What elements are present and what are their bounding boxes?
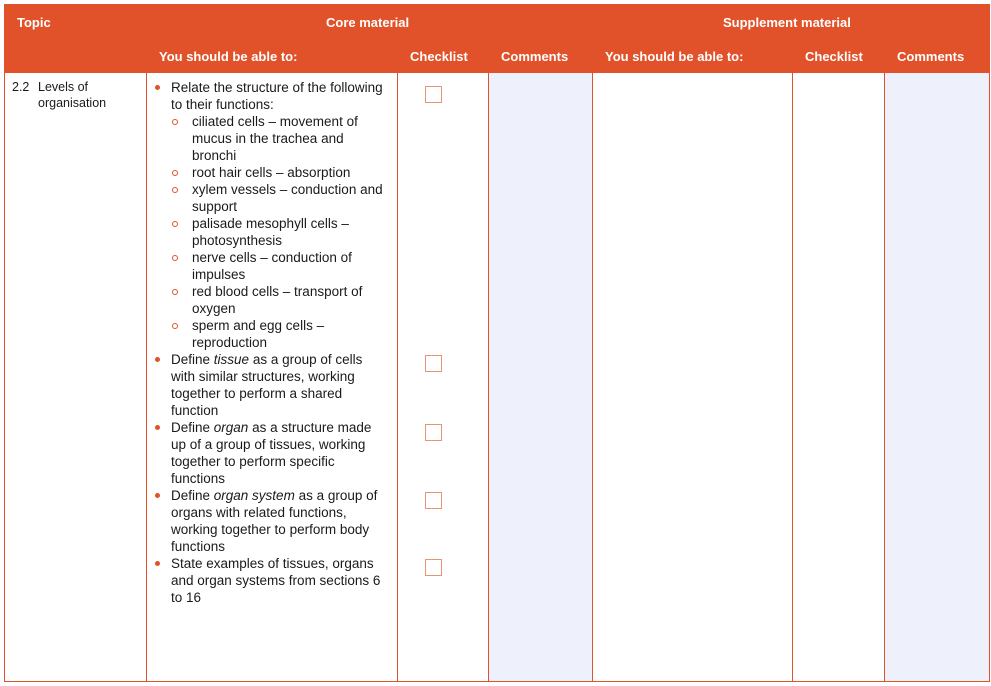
objective-text-before: Define <box>171 420 214 435</box>
list-item <box>152 351 387 419</box>
table-header <box>5 5 989 73</box>
checklist-checkbox[interactable] <box>425 559 442 576</box>
list-item: xylem vessels – conduction and support <box>171 181 387 215</box>
list-item: ciliated cells – movement of mucus in the trachea and bronchi <box>171 113 387 164</box>
objective-text-after: as a group of organs with related functions, working together to perform body functions <box>171 488 378 554</box>
sub-objectives-list <box>171 113 387 351</box>
header-supplement-checklist: Checklist <box>805 49 863 64</box>
topic-number: 2.2 <box>12 80 30 94</box>
column-divider <box>146 73 147 681</box>
list-item <box>152 555 387 606</box>
core-comments-cell[interactable] <box>489 73 593 681</box>
core-objectives-list <box>152 79 387 606</box>
list-item: red blood cells – transport of oxygen <box>171 283 387 317</box>
checklist-checkbox[interactable] <box>425 492 442 509</box>
header-core-checklist: Checklist <box>410 49 468 64</box>
defined-term: tissue <box>213 352 250 367</box>
header-core-material: Core material <box>326 15 410 30</box>
objective-text-after: as a structure made up of a group of tissues, working together to perform specific functions <box>171 420 372 486</box>
checklist-checkbox[interactable] <box>425 86 442 103</box>
header-core-you-should: You should be able to: <box>159 49 298 64</box>
topic-cell <box>12 79 106 111</box>
objective-text-after: as a group of cells with similar structures, working together to perform a shared function <box>171 352 363 418</box>
list-item: sperm and egg cells – reproduction <box>171 317 387 351</box>
objective-text: Relate the structure of the following to their functions: <box>171 80 383 112</box>
supplement-comments-cell[interactable] <box>885 73 989 681</box>
column-divider <box>592 73 593 681</box>
objective-text-before: Define <box>171 488 214 503</box>
checklist-checkbox[interactable] <box>425 424 442 441</box>
checklist-checkbox[interactable] <box>425 355 442 372</box>
header-supplement-material: Supplement material <box>723 15 851 30</box>
topic-title-line2: organisation <box>38 96 107 110</box>
header-supplement-comments: Comments <box>897 49 965 64</box>
column-divider <box>884 73 885 681</box>
list-item <box>152 79 387 351</box>
header-supplement-you-should: You should be able to: <box>605 49 744 64</box>
column-divider <box>488 73 489 681</box>
objective-text-before: Define <box>171 352 214 367</box>
column-divider <box>792 73 793 681</box>
defined-term: organ system <box>213 488 295 503</box>
topic-title-line1: Levels of <box>38 80 89 94</box>
defined-term: organ <box>213 420 249 435</box>
column-divider <box>397 73 398 681</box>
list-item: root hair cells – absorption <box>171 164 387 181</box>
list-item <box>152 419 387 487</box>
header-topic: Topic <box>17 15 51 30</box>
list-item: palisade mesophyll cells – photosynthesis <box>171 215 387 249</box>
list-item: nerve cells – conduction of impulses <box>171 249 387 283</box>
list-item <box>152 487 387 555</box>
objective-text: State examples of tissues, organs and organ systems from sections 6 to 16 <box>171 556 381 605</box>
header-core-comments: Comments <box>501 49 569 64</box>
